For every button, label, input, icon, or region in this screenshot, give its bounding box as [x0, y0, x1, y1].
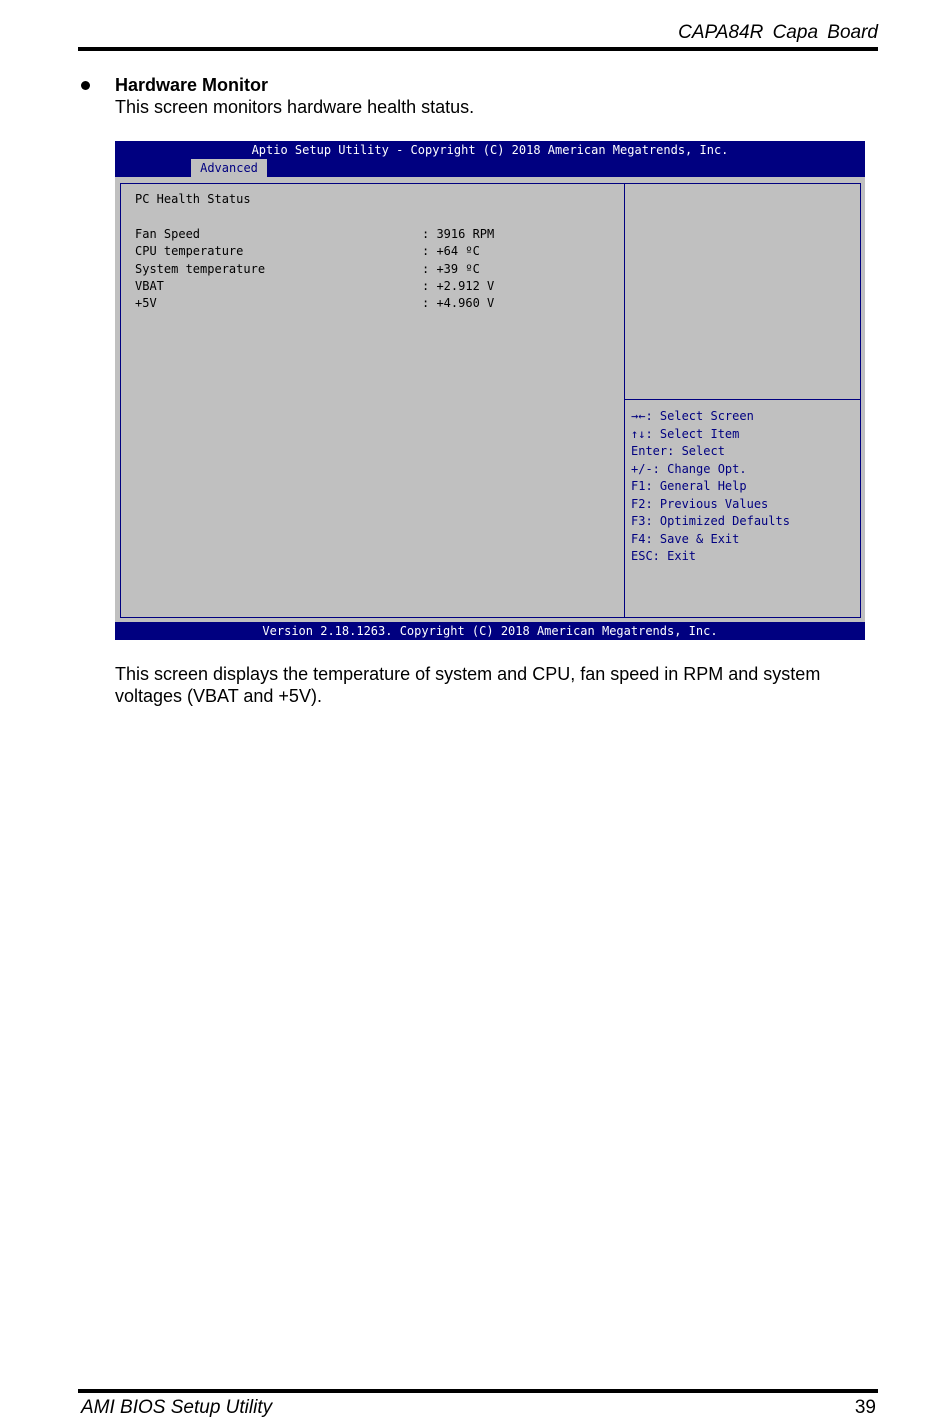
bios-screenshot — [115, 141, 865, 640]
sensor-value: : +4.960 V — [422, 296, 495, 310]
sensor-row-5v — [135, 296, 615, 313]
sensor-value: : 3916 RPM — [422, 227, 495, 241]
sensor-value: : +39 ºC — [422, 262, 480, 276]
help-item-save-exit: F4: Save & Exit — [631, 531, 740, 546]
footer-rule — [78, 1389, 878, 1393]
help-item-change-opt: +/-: Change Opt. — [631, 461, 747, 476]
section-title: Hardware Monitor — [115, 75, 269, 95]
sensor-row-vbat — [135, 279, 615, 296]
tab-advanced[interactable]: Advanced — [191, 159, 267, 177]
body-paragraph: This screen displays the temperature of system and CPU, fan speed in RPM and system voltages (VBAT and +5V). — [115, 664, 821, 706]
pc-health-status-title: PC Health Status — [135, 192, 251, 206]
bullet-dot — [81, 81, 90, 90]
sensor-label: CPU temperature — [135, 244, 244, 258]
sensor-label: System temperature — [135, 262, 266, 276]
help-item-optimized-defaults: F3: Optimized Defaults — [631, 514, 790, 528]
bios-status-bar — [115, 622, 865, 640]
help-item-select-screen: →←: Select Screen — [631, 409, 754, 423]
bios-panel-divider-vertical — [624, 183, 625, 618]
sensor-row-cpu-temperature — [135, 244, 615, 261]
help-item-esc-exit: ESC: Exit — [631, 549, 697, 563]
help-item-general-help: F1: General Help — [631, 479, 747, 493]
page-header-title: CAPA84R Capa Board — [678, 22, 878, 43]
key-help-list — [631, 409, 790, 567]
section-intro: This screen monitors hardware health status. — [115, 97, 475, 117]
help-item-previous-values: F2: Previous Values — [631, 496, 769, 511]
footer-left-title: AMI BIOS Setup Utility — [81, 1397, 273, 1418]
help-item-enter-select: Enter: Select — [631, 444, 725, 458]
sensor-row-system-temperature — [135, 262, 615, 279]
help-item-select-item: ↑↓: Select Item — [631, 426, 740, 441]
bios-panel-divider-horizontal — [625, 399, 860, 400]
sensor-label: VBAT — [135, 279, 164, 293]
header-rule — [78, 47, 878, 51]
bios-version-text: Version 2.18.1263. Copyright (C) 2018 American Megatrends, Inc. — [262, 624, 718, 638]
sensor-value: : +64 ºC — [422, 244, 480, 258]
page-number: 39 — [854, 1397, 876, 1418]
bios-title-bar — [115, 141, 865, 177]
sensor-row-fan-speed — [135, 227, 615, 244]
bios-title: Aptio Setup Utility - Copyright (C) 2018 American Megatrends, Inc. — [251, 143, 729, 157]
sensor-value: : +2.912 V — [422, 279, 495, 293]
sensor-label: +5V — [135, 296, 157, 310]
sensor-label: Fan Speed — [135, 227, 201, 241]
